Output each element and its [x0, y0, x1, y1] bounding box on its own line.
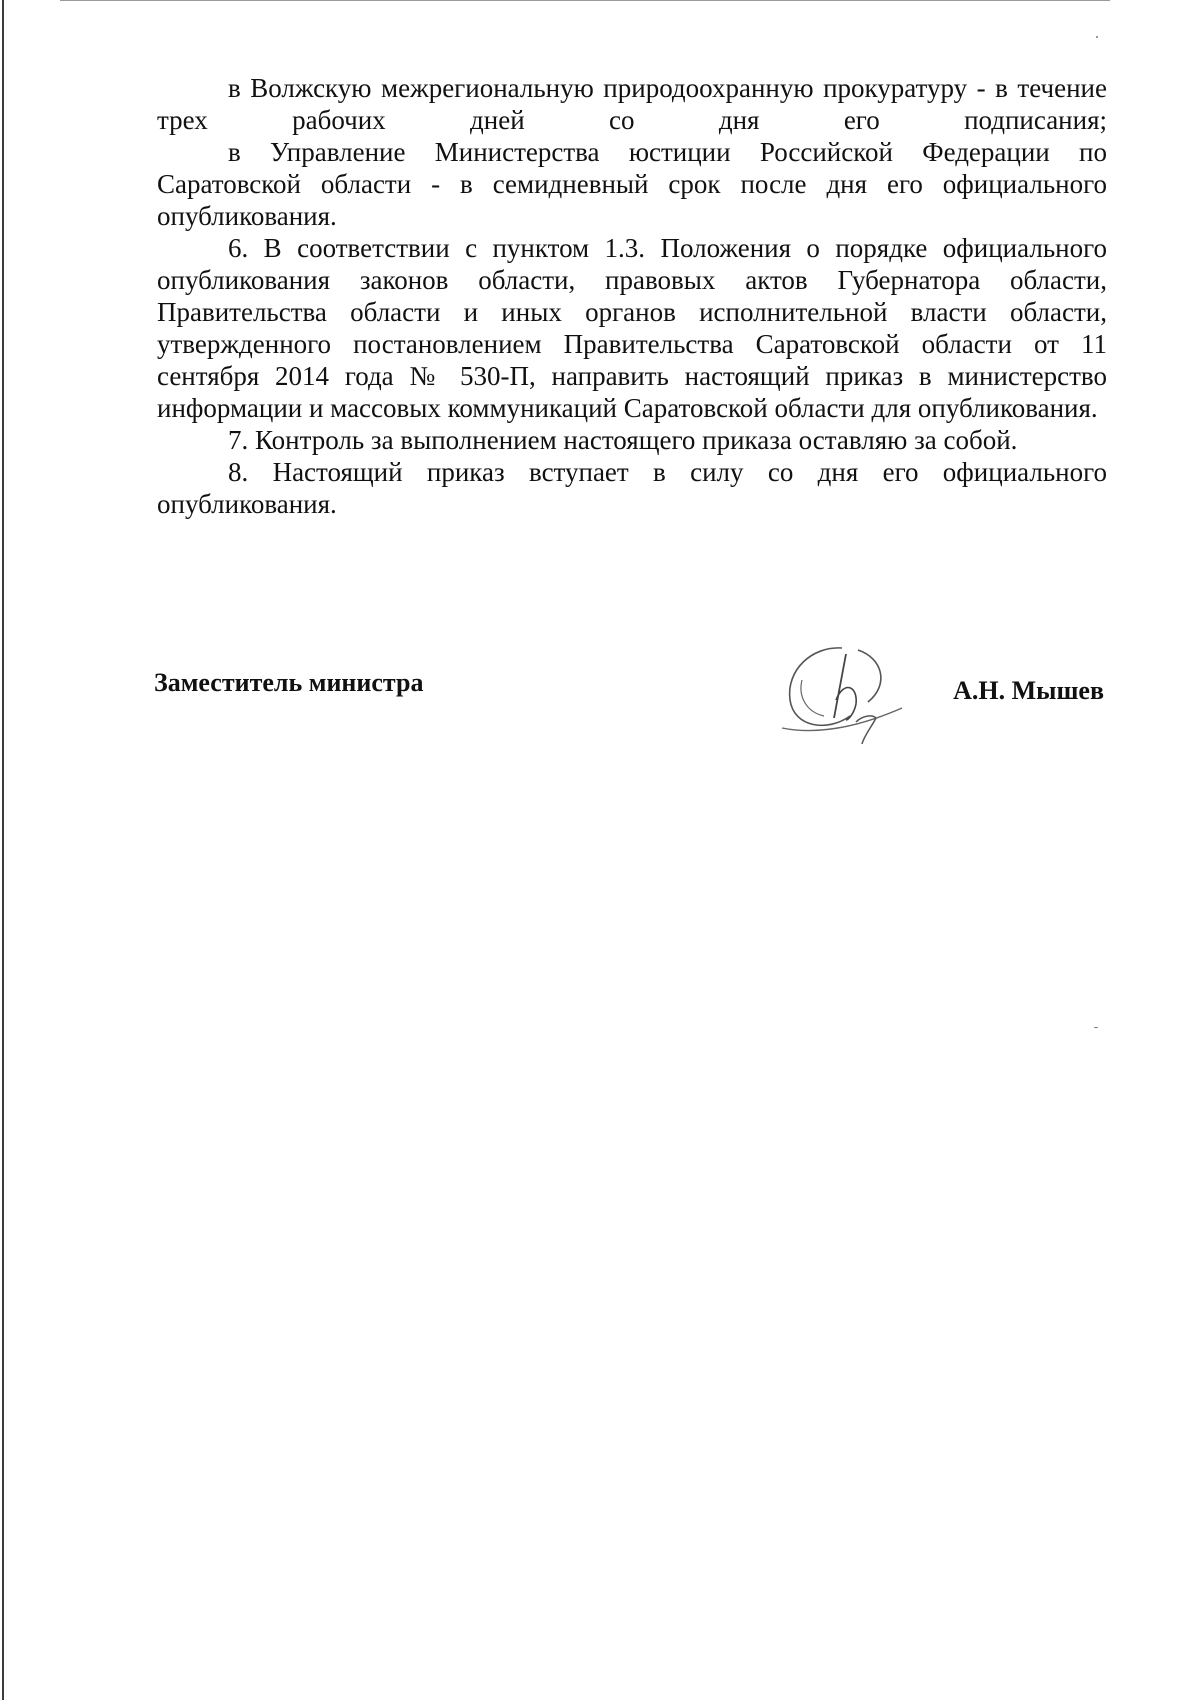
signature-block: [154, 668, 1104, 778]
scan-speck: [1096, 36, 1098, 38]
paragraph-justice-ministry: в Управление Министерства юстиции Российской Федерации по Саратовской области - в семидневный срок после дня его официального опубликования.: [157, 137, 1107, 231]
paragraph-prosecutor: в Волжскую межрегиональную природоохранную прокуратуру - в течение трех рабочих дней со дня его подписания;: [157, 73, 1107, 135]
signatory-position: Заместитель министра: [154, 668, 424, 697]
scan-left-edge: [2, 0, 4, 1700]
paragraph-item-7: 7. Контроль за выполнением настоящего приказа оставляю за собой.: [228, 425, 1018, 455]
signatory-name: А.Н. Мышев: [953, 676, 1104, 705]
paragraph-item-8: 8. Настоящий приказ вступает в силу со дня его официального опубликования.: [157, 457, 1107, 519]
handwritten-signature-icon: [772, 640, 912, 752]
document-body: [157, 72, 1107, 520]
scan-speck: [1094, 1027, 1098, 1028]
scan-top-edge: [60, 0, 1110, 1]
paragraph-item-6: 6. В соответствии с пунктом 1.3. Положения о порядке официального опубликования законов области, правовых актов Губернатора области, Правительства области и иных органов исполнительной власти области, утвержденного постановлением Правительства Саратовской области от 11 сентября 2014 года № 530-П, направить настоящий приказ в министерство информации и массовых коммуникаций Саратовской области для опубликования.: [157, 233, 1107, 423]
